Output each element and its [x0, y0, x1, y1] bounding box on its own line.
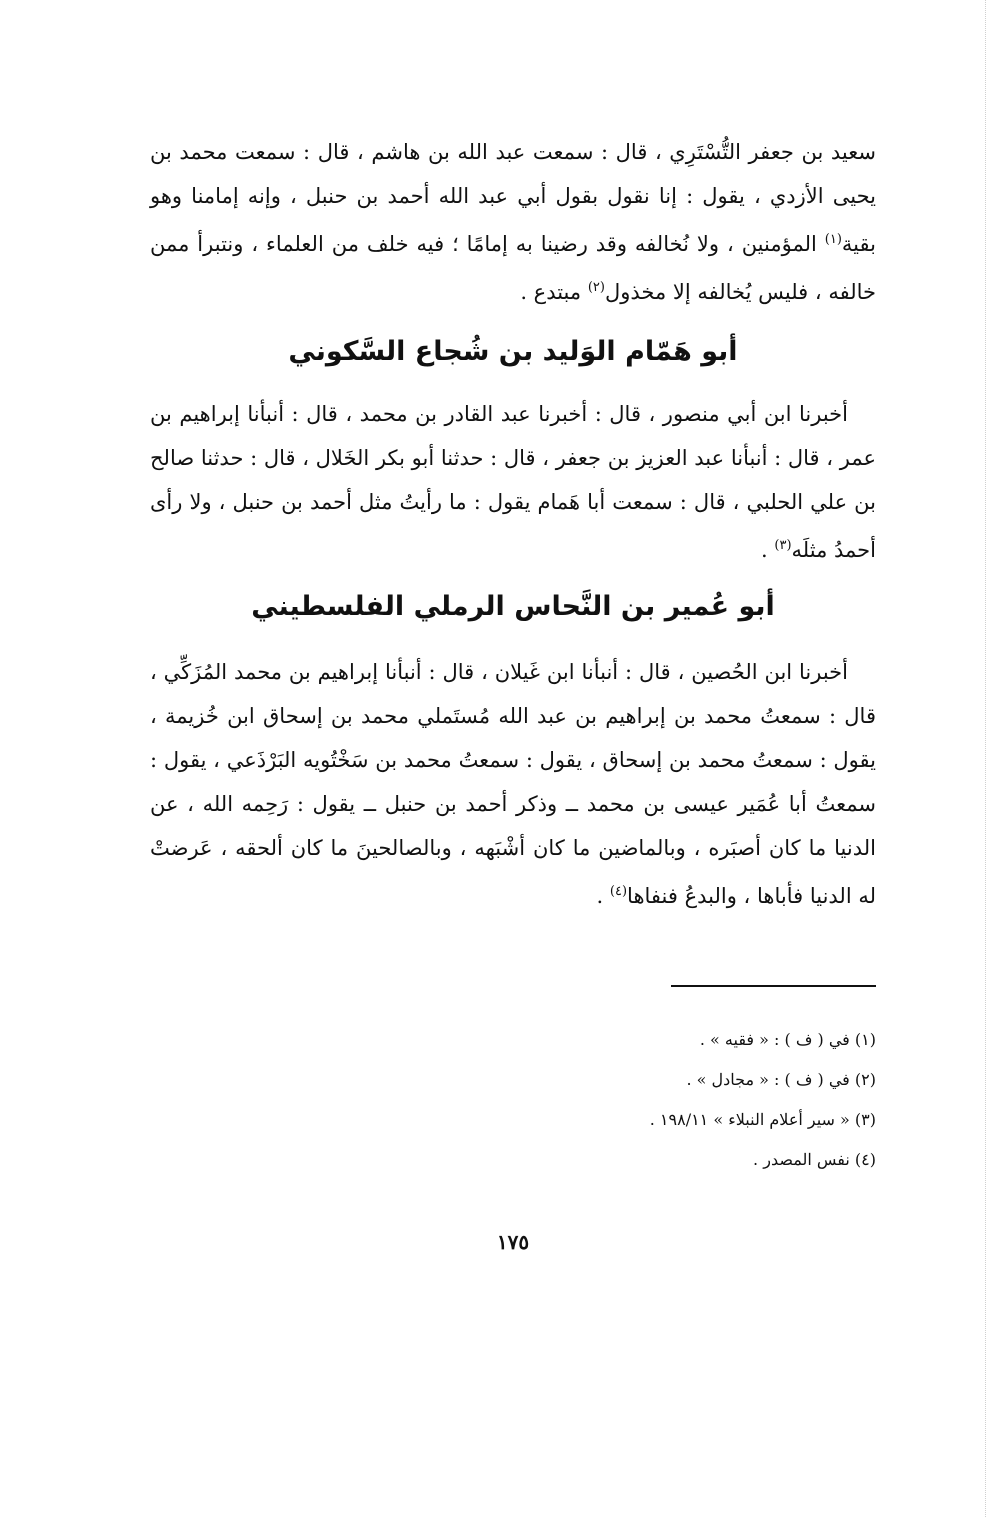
page-number: ١٧٥ — [496, 1230, 530, 1254]
paragraph-3 — [150, 650, 876, 918]
text-line: أخبرنا ابن أبي منصور ، قال : أخبرنا عبد القادر بن محمد ، قال : أنبأنا — [247, 402, 848, 426]
text-line: أشْبَهه ، وبالصالحينَ ما كان ألحقه ، عَرضتْ له الدنيا فأباها ، والبدعُ — [150, 836, 876, 908]
footnote-ref: (٢) — [587, 280, 605, 295]
text-line: مبتدع . — [520, 280, 588, 304]
text-line: المؤمنين ، ولا نُخالفه وقد رضينا به إمامًا ؛ فيه خلف من — [331, 232, 825, 256]
text-line: إبراهيم بن عمر ، قال : أنبأنا عبد العزيز بن جعفر ، قال : حدثنا أبو بكر — [150, 402, 876, 470]
text-line: أخبرنا ابن الحُصين ، قال : أنبأنا ابن غَيلان ، قال : أنبأنا إبراهيم بن محمد — [234, 660, 848, 684]
text-line: فنفاها — [627, 884, 678, 908]
text-line: . — [596, 884, 610, 908]
text-line: العلماء ، ونتبرأ ممن خالفه ، فليس يُخالفه إلا مخذول — [150, 232, 876, 304]
text-line: البَرْذَعي ، يقول : سمعتُ أبا عُمَير عيسى بن محمد ــ وذكر أحمد بن — [150, 748, 876, 816]
footnote: (٢) في ( ف ) : « مجادل » . — [686, 1070, 876, 1089]
text-line: محمد بن يحيى الأزدي ، يقول : إنا نقول بقول أبي عبد الله أحمد بن حنبل ، وإنه — [150, 140, 876, 208]
section-heading: أبو هَمّام الوَليد بن شُجاع السَّكوني — [288, 336, 738, 367]
footnote: (٣) « سير أعلام النبلاء » ١٩٨/١١ . — [649, 1110, 876, 1129]
paragraph-2 — [150, 392, 876, 572]
footnote-ref: (٤) — [609, 884, 628, 899]
section-heading: أبو عُمير بن النَّحاس الرملي الفلسطيني — [251, 591, 775, 622]
footnotes — [150, 1020, 876, 1180]
margin-dotted-line — [985, 0, 986, 1517]
text-line: سعيد بن جعفر التُّسْتَرِي ، قال : سمعت عبد الله بن هاشم ، قال : سمعت — [234, 140, 876, 164]
footnote: (٤) نفس المصدر . — [753, 1150, 876, 1169]
text-line: الخَلال ، قال : حدثنا صالح بن علي الحلبي ، قال : سمعت أبا هَمام يقول : ما — [149, 446, 876, 514]
footnote-ref: (١) — [824, 232, 842, 247]
text-line: . — [761, 538, 775, 562]
paragraph-1 — [150, 130, 876, 314]
text-line: حنبل ــ يقول : رَحِمه الله ، عن الدنيا ما كان أصبَره ، وبالماضين ما كان — [150, 792, 876, 860]
text-line: إمامنا وهو بقية — [150, 184, 876, 256]
text-line: ابن خُزيمة ، يقول : سمعتُ محمد بن إسحاق ، يقول : سمعتُ محمد بن سَخْتُويه — [150, 704, 876, 772]
text-line: المُزَكِّي ، قال : سمعتُ محمد بن إبراهيم بن عبد الله مُستَملي محمد بن إسحاق — [150, 660, 876, 728]
footnote-ref: (٣) — [774, 538, 792, 553]
footnote: (١) في ( ف ) : « فقيه » . — [699, 1030, 876, 1049]
footnote-separator — [671, 985, 876, 987]
text-line: رأيتُ مثل أحمد بن حنبل ، ولا رأى أحمدُ مثلَه — [150, 490, 876, 562]
